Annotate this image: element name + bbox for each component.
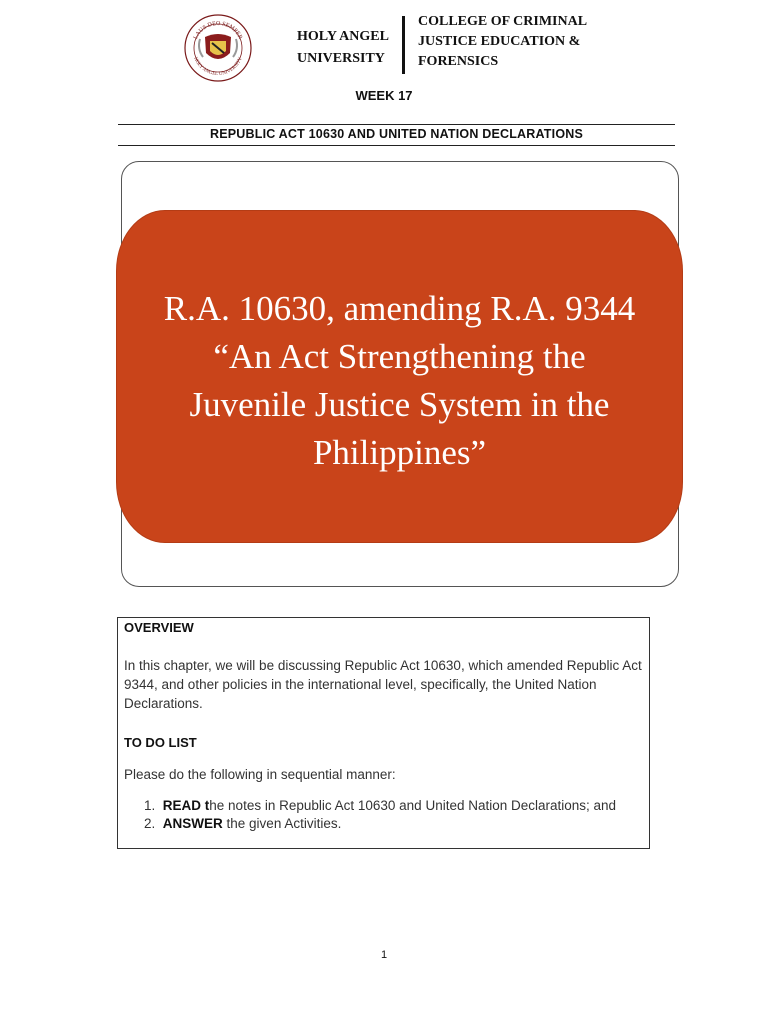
svg-text:LAUS DEO SEMPER: LAUS DEO SEMPER: [192, 20, 244, 41]
college-name-line-3: FORENSICS: [418, 54, 499, 69]
banner-line: R.A. 10630, amending R.A. 9344: [163, 288, 636, 328]
topic-rule-bottom: [118, 145, 675, 146]
university-name-line-1: HOLY ANGEL: [297, 29, 389, 44]
page-number: 1: [380, 949, 388, 961]
list-item: [144, 798, 616, 813]
banner-line: Philippines”: [312, 432, 487, 472]
university-name-line-2: UNIVERSITY: [297, 51, 385, 66]
banner-text: [164, 277, 636, 477]
college-name-line-2: JUSTICE EDUCATION &: [418, 34, 581, 49]
topic-rule-top: [118, 124, 675, 125]
list-item-bold: READ t: [162, 798, 210, 813]
college-name: [418, 12, 587, 72]
overview-box: [117, 617, 650, 849]
university-seal-logo: [183, 13, 253, 83]
list-item: [144, 816, 341, 831]
title-banner: [117, 211, 682, 542]
banner-line: “An Act Strengthening the: [213, 336, 586, 376]
overview-heading: OVERVIEW: [124, 620, 194, 635]
week-label: WEEK 17: [355, 88, 413, 103]
banner-line: Juvenile Justice System in the: [189, 384, 610, 424]
overview-paragraph: In this chapter, we will be discussing Republic Act 10630, which amended Republic Act 9344, and other policies in the international level, specifically, the United Nation Declarations.: [124, 658, 642, 711]
svg-text:HOLY ANGEL UNIVERSITY: HOLY ANGEL UNIVERSITY: [192, 56, 244, 78]
list-item-number: 2.: [144, 816, 156, 831]
list-item-number: 1.: [144, 798, 156, 813]
college-name-line-1: COLLEGE OF CRIMINAL: [418, 14, 588, 29]
todo-intro: Please do the following in sequential manner:: [124, 767, 396, 782]
header-divider: [402, 16, 405, 74]
list-item-bold: ANSWER: [162, 816, 223, 831]
topic-title: REPUBLIC ACT 10630 AND UNITED NATION DECLARATIONS: [209, 127, 584, 141]
todo-heading: TO DO LIST: [124, 735, 197, 750]
university-name: [297, 26, 389, 70]
list-item-text: the given Activities.: [222, 816, 342, 831]
list-item-text: he notes in Republic Act 10630 and United Nation Declarations; and: [209, 798, 617, 813]
